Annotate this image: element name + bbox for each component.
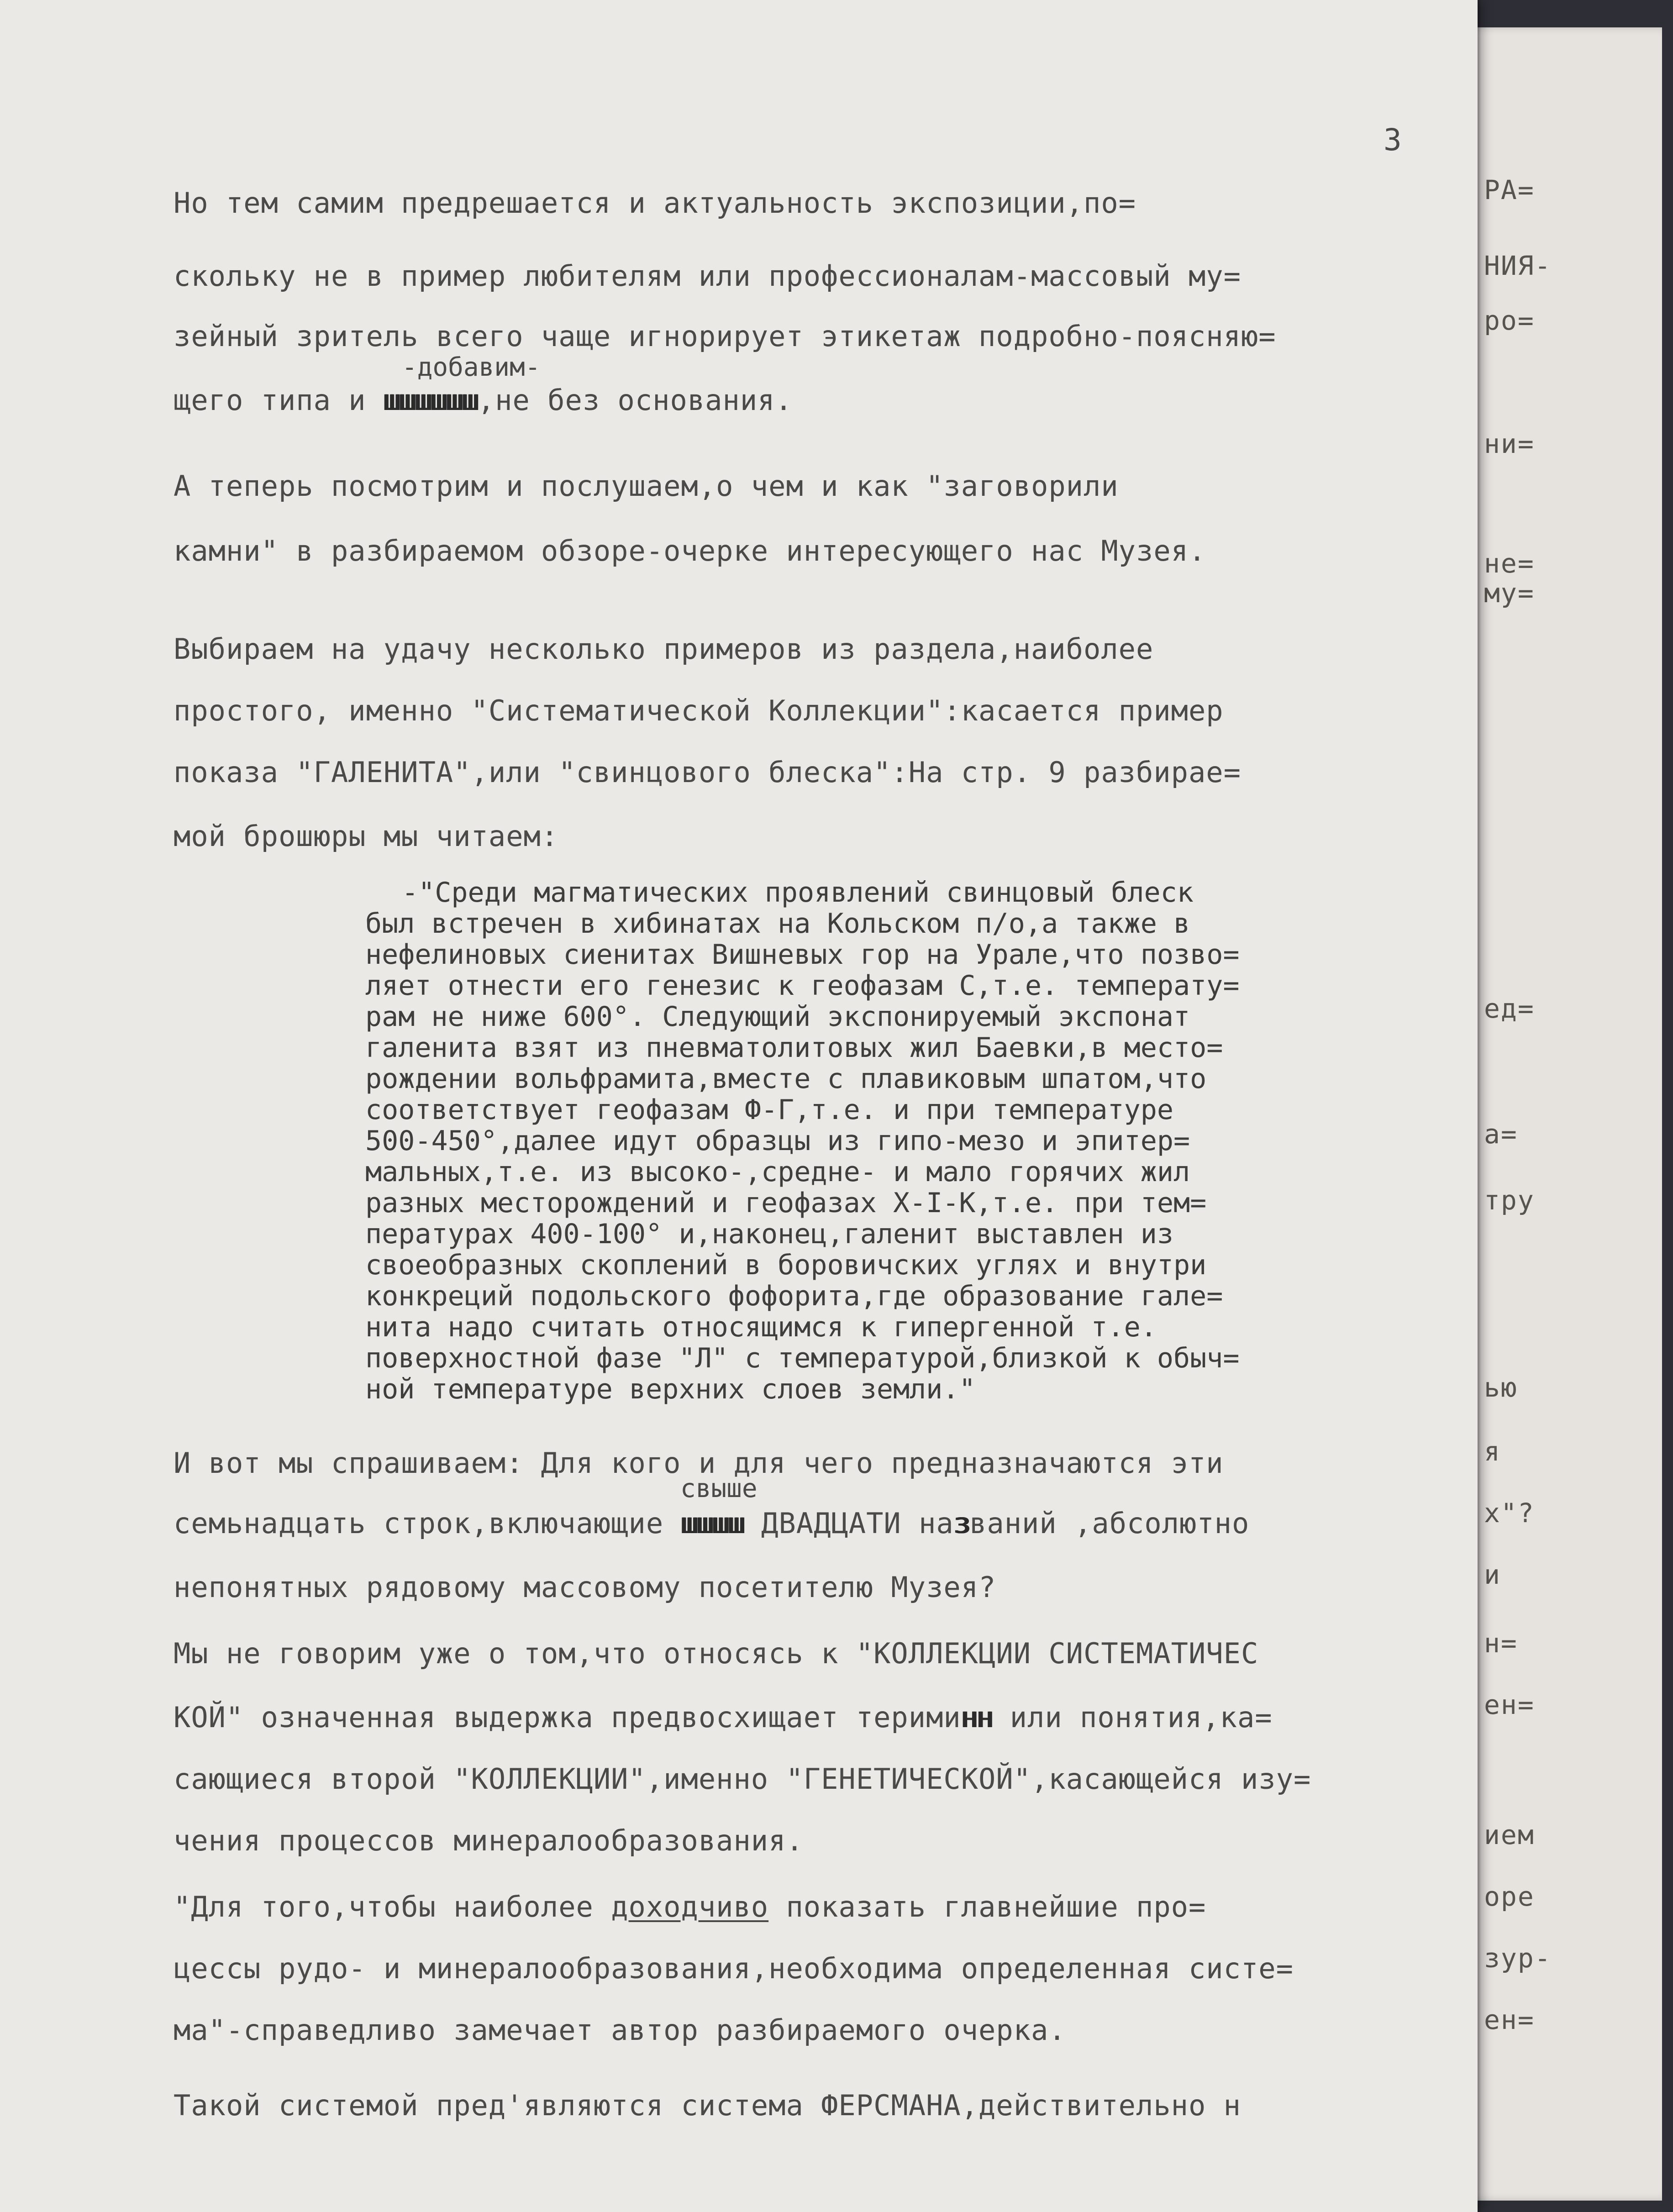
text-line: показа "ГАЛЕНИТА",или "свинцового блеска":На стр. 9 разбирае= xyxy=(174,756,1241,789)
quote-line: своеобразных скоплений в боровичских углях и внутри xyxy=(365,1249,1207,1281)
quote-line: рождении вольфрамита,вместе с плавиковым шпатом,что xyxy=(365,1063,1207,1095)
underlying-text-fragment: ни= xyxy=(1484,428,1535,459)
text-line: Мы не говорим уже о том,что относясь к "КОЛЛЕКЦИИ СИСТЕМАТИЧЕС xyxy=(174,1637,1259,1670)
text-fragment: семьнадцать строк,включающие xyxy=(174,1507,681,1540)
text-line: чения процессов минералообразования. xyxy=(174,1824,804,1857)
text-fragment: ДВАДЦАТИ на xyxy=(743,1507,954,1540)
underlying-text-fragment: оре xyxy=(1484,1881,1535,1912)
text-line: А теперь посмотрим и послушаем,о чем и как "заговорили xyxy=(174,469,1119,503)
underlying-text-fragment: а= xyxy=(1484,1119,1518,1150)
handwritten-insertion: -добавим- xyxy=(402,352,541,382)
struck-out-text: шшшшшш xyxy=(383,384,478,417)
quote-line: рам не ниже 600°. Следующий экспонируемый экспонат xyxy=(365,1001,1190,1033)
quote-line: ляет отнести его генезис к геофазам С,т.е. температу= xyxy=(365,970,1240,1002)
text-line: цессы рудо- и минералообразования,необходима определенная систе= xyxy=(174,1952,1294,1985)
text-fragment: показать главнейшие про= xyxy=(768,1890,1206,1923)
quote-line: нита надо считать относящимся к гипергенной т.е. xyxy=(365,1311,1157,1343)
underlined-word: доходчиво xyxy=(611,1890,769,1923)
text-line: простого, именно "Систематической Коллекции":касается пример xyxy=(174,694,1224,727)
underlying-text-fragment: я xyxy=(1484,1436,1501,1467)
text-line: непонятных рядовому массовому посетителю Музея? xyxy=(174,1571,996,1604)
quote-line: пературах 400-100° и,наконец,галенит выставлен из xyxy=(365,1218,1174,1250)
text-line xyxy=(174,1701,1273,1734)
quote-line: поверхностной фазе "Л" с температурой,близкой к обыч= xyxy=(365,1342,1240,1374)
struck-out-text: шшшш xyxy=(681,1507,744,1540)
quote-line: -"Среди магматических проявлений свинцовый блеск xyxy=(402,877,1194,909)
quote-line: разных месторождений и геофазах Х-I-К,т.е. при тем= xyxy=(365,1187,1207,1219)
text-line: камни" в разбираемом обзоре-очерке интересующего нас Музея. xyxy=(174,534,1206,567)
underlying-text-fragment: ед= xyxy=(1484,993,1535,1024)
text-fragment: ваний ,абсолютно xyxy=(969,1507,1250,1540)
quote-line: был встречен в хибинатах на Кольском п/о,а также в xyxy=(365,908,1190,940)
underlying-text-fragment: тру xyxy=(1484,1185,1535,1216)
underlying-text-fragment: РА= xyxy=(1484,174,1535,205)
underlying-text-fragment: ен= xyxy=(1484,2004,1535,2035)
quote-line: нефелиновых сиенитах Вишневых гор на Урале,что позво= xyxy=(365,939,1240,971)
underlying-text-fragment: ью xyxy=(1484,1372,1518,1403)
underlying-text-fragment: му= xyxy=(1484,578,1535,609)
underlying-text-fragment: х"? xyxy=(1484,1497,1535,1529)
text-fragment: ,не без основания. xyxy=(477,384,793,417)
text-line xyxy=(174,1507,1249,1540)
text-line: сающиеся второй "КОЛЛЕКЦИИ",именно "ГЕНЕТИЧЕСКОЙ",касающейся изу= xyxy=(174,1762,1311,1796)
quote-line: 500-450°,далее идут образцы из гипо-мезо и эпитер= xyxy=(365,1125,1190,1157)
quote-line: мальных,т.е. из высоко-,средне- и мало горячих жил xyxy=(365,1156,1190,1188)
quote-line: конкреций подольского фофорита,где образование гале= xyxy=(365,1280,1223,1312)
quote-line: ной температуре верхних слоев земли." xyxy=(365,1373,976,1405)
underlying-text-fragment: зур- xyxy=(1484,1943,1552,1974)
text-line: Такой системой пред'являются система ФЕРСМАНА,действительно н xyxy=(174,2089,1241,2122)
text-fragment: или понятия,ка= xyxy=(992,1701,1273,1734)
underlying-text-fragment: НИЯ- xyxy=(1484,250,1552,281)
text-line: Выбираем на удачу несколько примеров из раздела,наиболее xyxy=(174,632,1154,666)
text-line xyxy=(174,384,793,417)
underlying-text-fragment: ро= xyxy=(1484,305,1535,336)
struck-out-text: з xyxy=(953,1507,970,1540)
text-fragment: "Для того,чтобы наиболее xyxy=(174,1890,611,1923)
text-line: скольку не в пример любителям или профессионалам-массовый му= xyxy=(174,259,1241,293)
text-line: мой брошюры мы читаем: xyxy=(174,820,559,853)
struck-out-text: нн xyxy=(961,1701,993,1734)
underlying-text-fragment: ием xyxy=(1484,1819,1535,1850)
text-line xyxy=(174,1890,1206,1923)
page-edge-shadow xyxy=(1478,0,1481,2212)
underlying-text-fragment: н= xyxy=(1484,1628,1518,1659)
text-line: зейный зритель всего чаще игнорирует этикетаж подробно-поясняю= xyxy=(174,320,1276,353)
quote-line: соответствует геофазам Ф-Г,т.е. и при температуре xyxy=(365,1094,1174,1126)
text-fragment: щего типа и xyxy=(174,384,384,417)
handwritten-insertion: свыше xyxy=(680,1474,758,1503)
text-line: И вот мы спрашиваем: Для кого и для чего предназначаются эти xyxy=(174,1446,1224,1480)
text-line: Но тем самим предрешается и актуальность экспозиции,по= xyxy=(174,186,1136,220)
page-number: 3 xyxy=(1384,122,1402,158)
text-fragment: КОЙ" означенная выдержка предвосхищает терими xyxy=(174,1701,961,1734)
underlying-text-fragment: не= xyxy=(1484,548,1535,579)
text-line: ма"-справедливо замечает автор разбираемого очерка. xyxy=(174,2013,1066,2047)
underlying-text-fragment: и xyxy=(1484,1559,1501,1590)
underlying-text-fragment: ен= xyxy=(1484,1689,1535,1720)
quote-line: галенита взят из пневматолитовых жил Баевки,в место= xyxy=(365,1032,1223,1064)
